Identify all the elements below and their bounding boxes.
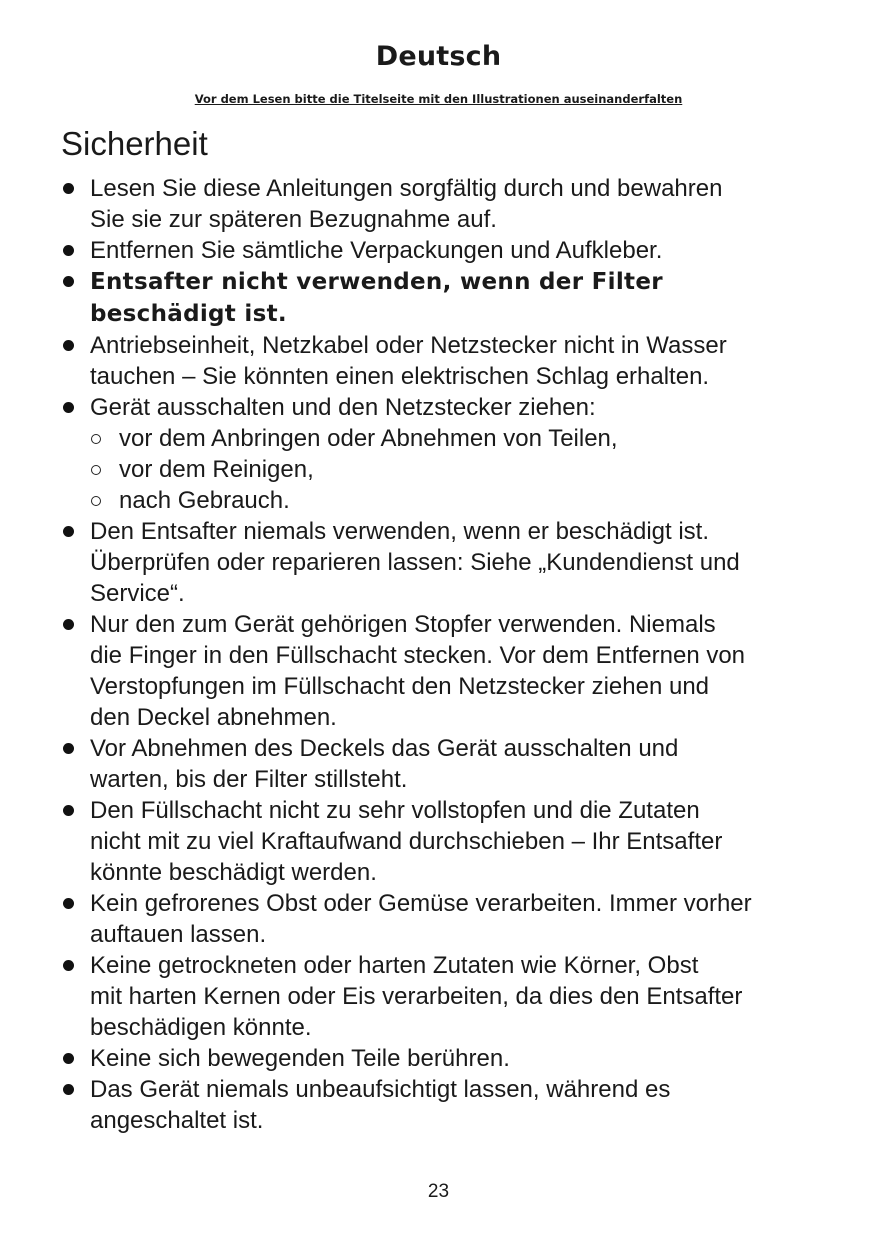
safety-item-8 [61, 733, 851, 795]
safety-item-3-warning [61, 266, 851, 330]
safety-item-2 [61, 235, 851, 266]
bullet-icon [63, 1084, 74, 1095]
safety-item-6 [61, 516, 851, 609]
bullet-icon [63, 183, 74, 194]
safety-item-12 [61, 1043, 851, 1074]
bullet-icon [63, 960, 74, 971]
item-text: Antriebseinheit, Netzkabel oder Netzstecker nicht in Wasser tauchen – Sie könnten einen elektrischen Schlag erhalten. [90, 332, 727, 390]
item-text: Das Gerät niemals unbeaufsichtigt lassen, während es angeschaltet ist. [90, 1076, 671, 1134]
bullet-icon [63, 898, 74, 909]
safety-list [61, 173, 851, 1136]
item-text: Kein gefrorenes Obst oder Gemüse verarbeiten. Immer vorher auftauen lassen. [90, 890, 752, 948]
bullet-icon [63, 619, 74, 630]
bullet-icon [63, 743, 74, 754]
sub-item-text: vor dem Reinigen, [119, 456, 314, 483]
bullet-icon [63, 1053, 74, 1064]
item-text: Lesen Sie diese Anleitungen sorgfältig durch und bewahren Sie sie zur späteren Bezugnahme auf. [90, 175, 723, 233]
sub-item [90, 423, 851, 454]
bullet-icon [63, 340, 74, 351]
sub-item-text: vor dem Anbringen oder Abnehmen von Teilen, [119, 425, 618, 452]
safety-item-9 [61, 795, 851, 888]
circle-bullet-icon [91, 434, 101, 444]
item-text: Keine getrockneten oder harten Zutaten wie Körner, Obst mit harten Kernen oder Eis verarbeiten, da dies den Entsafter beschädigen könnte. [90, 952, 743, 1041]
item-text: Nur den zum Gerät gehörigen Stopfer verwenden. Niemals die Finger in den Füllschacht stecken. Vor dem Entfernen von Verstopfungen im Füllschacht den Netzstecker ziehen und den Deckel abnehmen. [90, 611, 746, 731]
bullet-icon [63, 245, 74, 256]
item-text: Entfernen Sie sämtliche Verpackungen und Aufkleber. [90, 237, 663, 264]
sub-item-text: nach Gebrauch. [119, 487, 290, 514]
item-text: Entsafter nicht verwenden, wenn der Filter beschädigt ist. [90, 269, 663, 327]
item-text: Den Entsafter niemals verwenden, wenn er beschädigt ist. Überprüfen oder reparieren lassen: Siehe „Kundendienst und Service“. [90, 518, 740, 607]
sub-item [90, 454, 851, 485]
bullet-icon [63, 276, 74, 287]
fold-out-note: Vor dem Lesen bitte die Titelseite mit den Illustrationen auseinanderfalten [194, 92, 683, 106]
safety-item-13 [61, 1074, 851, 1136]
bullet-icon [63, 526, 74, 537]
bullet-icon [63, 805, 74, 816]
bullet-icon [63, 402, 74, 413]
safety-item-5 [61, 392, 851, 516]
item-text: Vor Abnehmen des Deckels das Gerät ausschalten und warten, bis der Filter stillsteht. [90, 735, 679, 793]
item-text: Keine sich bewegenden Teile berühren. [90, 1045, 510, 1072]
circle-bullet-icon [91, 465, 101, 475]
safety-item-4 [61, 330, 851, 392]
circle-bullet-icon [91, 496, 101, 506]
safety-item-7 [61, 609, 851, 733]
page-number: 23 [427, 1181, 450, 1202]
sub-item [90, 485, 851, 516]
safety-item-1 [61, 173, 851, 235]
item-text: Den Füllschacht nicht zu sehr vollstopfen und die Zutaten nicht mit zu viel Kraftaufwand durchschieben – Ihr Entsafter könnte beschädigt werden. [90, 797, 723, 886]
item-text: Gerät ausschalten und den Netzstecker ziehen: [90, 394, 596, 421]
section-title: Sicherheit [61, 125, 208, 162]
safety-item-10 [61, 888, 851, 950]
language-heading: Deutsch [375, 41, 502, 72]
safety-item-11 [61, 950, 851, 1043]
